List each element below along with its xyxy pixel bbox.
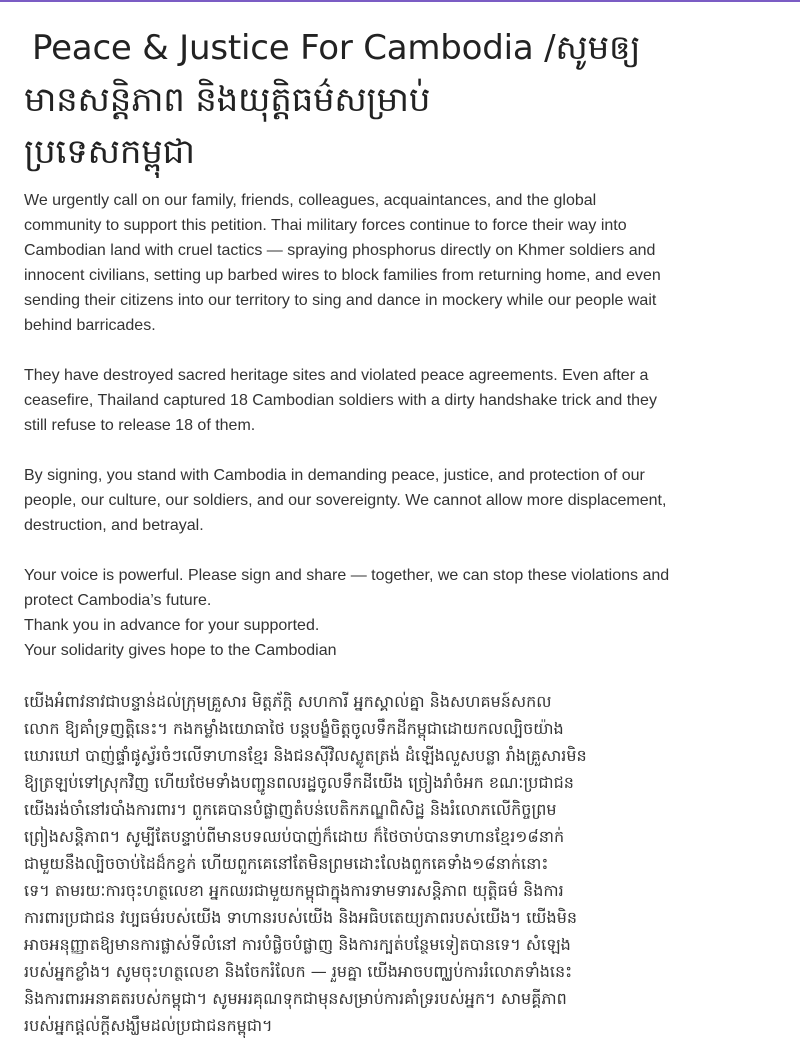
body-line: behind barricades. — [24, 317, 156, 334]
body-line: innocent civilians, setting up barbed wires to block families from returning home, and even — [24, 267, 661, 284]
title-line-3: ប្រទេសកម្ពុជា — [24, 132, 195, 172]
khmer-line: របស់អ្នកផ្តល់ក្តីសង្ឃឹមដល់ប្រជាជនកម្ពុជា។ — [24, 1016, 273, 1035]
khmer-line: យើងអំពាវនាវជាបន្ទាន់ដល់ក្រុមគ្រួសារ មិត្តភ័ក្តិ សហការី អ្នកស្គាល់គ្នា និងសហគមន៍សកល — [24, 692, 552, 711]
khmer-line: យើងរង់ចាំនៅរបាំងការពារ។ ពួកគេបានបំផ្លាញតំបន់បេតិកភណ្ឌពិសិដ្ឋ និងរំលោភលើកិច្ចព្រម — [24, 800, 557, 819]
paragraph-heritage — [24, 363, 776, 438]
khmer-line: ឱ្យត្រឡប់ទៅស្រុកវិញ ហើយថែមទាំងបញ្ជូនពលរដ្ឋចូលទឹកដីយើង ច្រៀងរាំចំអក ខណៈប្រជាជន — [24, 773, 574, 792]
title-line-1: Peace & Justice For Cambodia /សូមឲ្យ — [32, 28, 641, 68]
khmer-line: អាចអនុញ្ញាតឱ្យមានការផ្លាស់ទីលំនៅ ការបំផ្លិចបំផ្លាញ និងការក្បត់បន្ថែមទៀតបានទេ។ សំឡេង — [24, 935, 571, 954]
khmer-line: ជាមួយនឹងល្បិចចាប់ដៃដ៏កខ្វក់ ហើយពួកគេនៅតែមិនព្រមដោះលែងពួកគេទាំង១៨នាក់នោះ — [24, 854, 549, 873]
petition-title — [24, 22, 776, 178]
body-line: Your voice is powerful. Please sign and share — together, we can stop these violations and — [24, 567, 670, 584]
body-line: destruction, and betrayal. — [24, 517, 204, 534]
paragraph-call-to-action — [24, 188, 776, 338]
petition-body-khmer — [24, 688, 776, 1039]
body-line: Your solidarity gives hope to the Cambodian — [24, 642, 337, 659]
petition-page — [24, 22, 776, 1039]
khmer-line: លោក ឱ្យគាំទ្រញត្តិនេះ។ កងកម្លាំងយោធាថៃ បន្តបង្ខំចិត្តចូលទឹកដីកម្ពុជាដោយកលល្បិចយ៉ាង — [24, 719, 564, 738]
paragraph-closing — [24, 563, 776, 663]
body-line: still refuse to release 18 of them. — [24, 417, 256, 434]
khmer-line: ទេ។ តាមរយៈការចុះហត្ថលេខា អ្នកឈរជាមួយកម្ពុជាក្នុងការទាមទារសន្តិភាព យុត្តិធម៌ និងការ — [24, 881, 564, 900]
body-line: They have destroyed sacred heritage sites and violated peace agreements. Even after a — [24, 367, 649, 384]
paragraph-signing — [24, 463, 776, 538]
khmer-line: របស់អ្នកខ្លាំង។ សូមចុះហត្ថលេខា និងចែករំលែក — រួមគ្នា យើងអាចបញ្ឈប់ការរំលោភទាំងនេះ — [24, 962, 573, 981]
body-line: Thank you in advance for your supported. — [24, 617, 320, 634]
khmer-line: និងការពារអនាគតរបស់កម្ពុជា។ សូមអរគុណទុកជាមុនសម្រាប់ការគាំទ្ររបស់អ្នក។ សាមគ្គីភាព — [24, 989, 567, 1008]
body-line: By signing, you stand with Cambodia in demanding peace, justice, and protection of our — [24, 467, 645, 484]
khmer-line: ឃោរឃៅ បាញ់ផ្ទាំផូស្វ័រចំៗលើទាហានខ្មែរ និងជនស៊ីវិលស្លូតត្រង់ ដំឡើងលួសបន្លា រាំងគ្រួសារមិន — [24, 746, 587, 765]
body-line: sending their citizens into our territory to sing and dance in mockery while our people wait — [24, 292, 657, 309]
body-line: protect Cambodia’s future. — [24, 592, 212, 609]
top-accent-rule — [0, 0, 800, 2]
title-line-2: មានសន្តិភាព និងយុត្តិធម៌សម្រាប់ — [24, 80, 431, 120]
body-line: ceasefire, Thailand captured 18 Cambodian soldiers with a dirty handshake trick and they — [24, 392, 657, 409]
body-line: Cambodian land with cruel tactics — spraying phosphorus directly on Khmer soldiers and — [24, 242, 656, 259]
body-line: We urgently call on our family, friends, colleagues, acquaintances, and the global — [24, 192, 597, 209]
petition-body-english — [24, 188, 776, 663]
body-line: people, our culture, our soldiers, and our sovereignty. We cannot allow more displacement, — [24, 492, 667, 509]
khmer-line: ការពារប្រជាជន វប្បធម៌របស់យើង ទាហានរបស់យើង និងអធិបតេយ្យភាពរបស់យើង។ យើងមិន — [24, 908, 577, 927]
body-line: community to support this petition. Thai military forces continue to force their way into — [24, 217, 627, 234]
khmer-line: ព្រៀងសន្តិភាព។ សូម្បីតែបន្ទាប់ពីមានបទឈប់បាញ់ក៏ដោយ ក៏ថៃចាប់បានទាហានខ្មែរ១៨នាក់ — [24, 827, 565, 846]
